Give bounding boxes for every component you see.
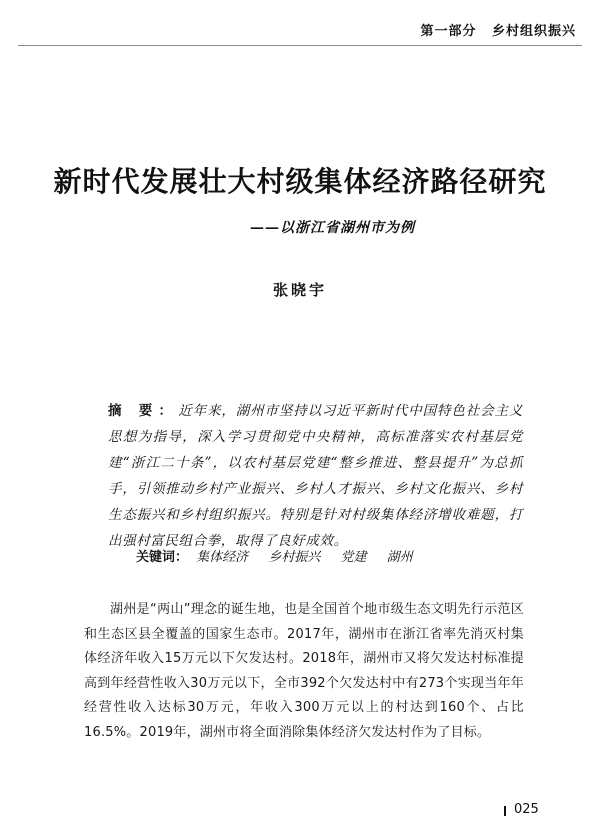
header-section: 乡村组织振兴 [491,24,576,39]
running-header [420,20,576,39]
header-rule [18,45,582,46]
article-title: 新时代发展壮大村级集体经济路径研究 [53,165,547,198]
keyword: 集体经济 [196,550,249,565]
header-part: 第一部分 [420,24,477,39]
abstract-text: 近年来，湖州市坚持以习近平新时代中国特色社会主义思想为指导，深入学习贯彻党中央精神，高标准落实农村基层党建“浙江二十条”，以农村基层党建“整乡推进、整县提升”为总抓手，引领推动乡村产业振兴、乡村人才振兴、乡村文化振兴、乡村生态振兴和乡村组织振兴。特别是针对村级集体经济增收难题，打出强村富民组合拳，取得了良好成效。 [108,403,523,549]
body-paragraph: 湖州是“两山”理念的诞生地，也是全国首个地市级生态文明先行示范区和生态区县全覆盖的国家生态市。2017年，湖州市在浙江省率先消灭村集体经济年收入15万元以下欠发达村。2018年，湖州市又将欠发达村标准提高到年经营性收入30万元以下，全市392个欠发达村中有273个实现当年年经营性收入达标30万元，年收入300万元以上的村达到160个、占比16.5%。2019年，湖州市将全面消除集体经济欠发达村作为了目标。 [84,602,524,740]
keyword: 湖州 [386,550,413,565]
keywords [136,546,429,565]
keyword: 党建 [340,550,367,565]
abstract [108,398,523,554]
page-number: 025 [514,802,539,817]
article-subtitle: ——以浙江省湖州市为例 [250,220,415,236]
abstract-label: 摘 要： [108,403,179,419]
author-name: 张晓宇 [272,281,327,299]
keyword: 乡村振兴 [268,550,321,565]
keywords-label: 关键词： [136,550,189,565]
page-corner-mark [504,806,506,816]
